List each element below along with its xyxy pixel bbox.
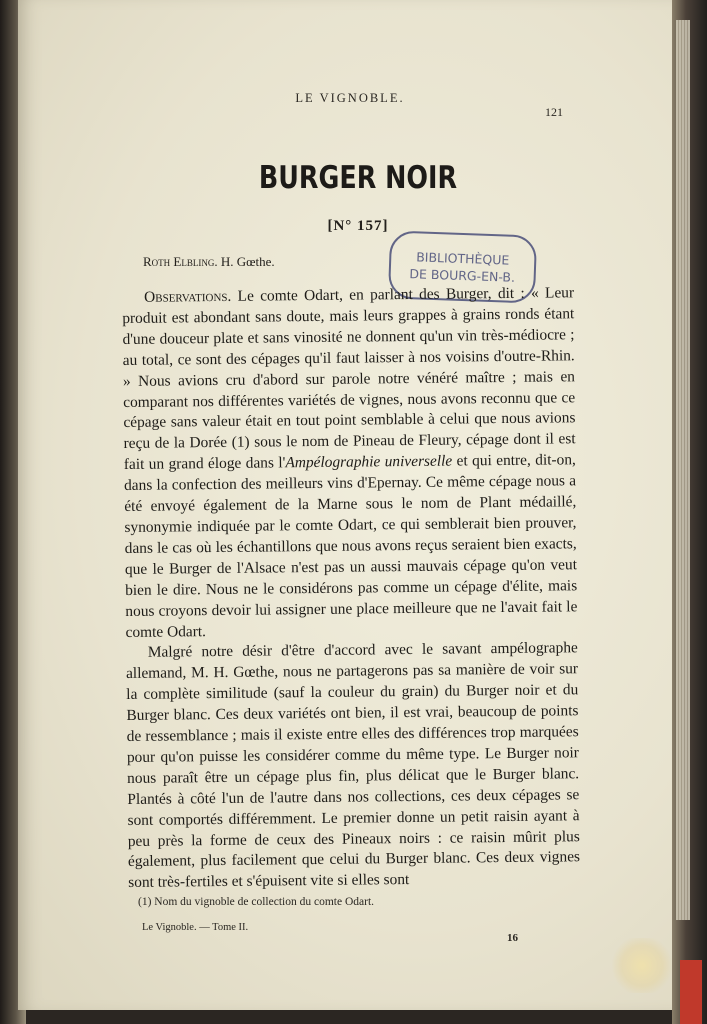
synonyms-line bbox=[143, 254, 275, 270]
footnote: (1) Nom du vignoble de collection du comte Odart. bbox=[138, 896, 375, 908]
page-stack bbox=[676, 20, 690, 920]
paragraph-observations bbox=[122, 283, 578, 643]
running-head: LE VIGNOBLE. bbox=[295, 91, 405, 105]
book-edge bbox=[672, 0, 707, 1024]
signature-number: 16 bbox=[507, 932, 518, 944]
paragraph-2: Malgré notre désir d'être d'accord avec le savant ampélographe allemand, M. H. Gœthe, nous ne partagerons pas sa manière de voir sur la complète similitude (sauf la couleur du grain) du Burger noir et du Burger blanc. Ces deux variétés ont bien, il est vrai, beaucoup de points de ressemblance ; mais il existe entre elles des différences trop marquées pour qu'on puisse les considérer comme du même type. Le Burger noir nous paraît être un cépage plus fin, plus délicat que le Burger blanc. Plantés à côté l'un de l'autre dans nos collections, ces deux cépages se sont comportés différemment. Le premier donne un petit raisin ayant à peu près la forme de ceux des Pineaux noirs : ce raisin mûrit plus également, plus facilement que celui du Burger blanc. Ces deux vignes sont très-fertiles et s'épuisent vite si elles sont bbox=[125, 639, 581, 892]
entry-number: [N° 157] bbox=[327, 218, 389, 234]
paragraph-1-end: et qui entre, dit-on, dans la confection des meilleurs vins d'Epernay. Ce même cépage nous a été envoyé également de la Marne sous le nom de Plant médaillé, synonymie indiquée par le comte Odart, ce qui semblerait bien prouver, dans le cas où les échantillons que nous avons reçus seraient bien exacts, que le Burger de l'Alsace n'est pas un aussi mauvais cépage qu'on veut bien le dire. Nous ne le considérons pas comme un cépage d'élite, mais nous croyons devoir lui assigner une place meilleure que ne l'avait fait le comte Odart. bbox=[123, 451, 578, 641]
synonym-rest: . H. Gœthe. bbox=[214, 254, 275, 269]
signature-line: Le Vignoble. — Tome II. bbox=[142, 922, 249, 933]
red-marker bbox=[680, 960, 702, 1024]
synonym-primary: Roth Elbling bbox=[143, 254, 215, 269]
observations-label: Observations. bbox=[144, 287, 232, 306]
body-text bbox=[122, 283, 580, 894]
paragraph-1-italic: Ampélographie universelle bbox=[285, 452, 453, 472]
stamp-line-2: DE BOURG-EN-B. bbox=[409, 266, 516, 285]
page-title: BURGER NOIR bbox=[258, 160, 458, 196]
page-number: 121 bbox=[545, 105, 563, 119]
book-page bbox=[18, 0, 684, 1010]
paragraph-1-text: Le comte Odart, en parlant des Burger, dit : « Leur produit est abondant sans doute, mais leurs grappes à grains ronds étant d'une douceur plate et sans vinosité ne donnent qu'un vin très-médiocre ; au total, ce sont des cépages qu'il faut laisser à nos voisins d'outre-Rhin. » Nous avions cru d'abord sur parole notre vénéré maître ; mais en comparant nos différentes variétés de vignes, nous avons reconnu que ce cépage sans valeur était en tout point semblable à celui que nous avions reçu de la Dorée (1) sous le nom de Pineau de Fleury, cépage dont il est fait un grand éloge dans l' bbox=[122, 284, 576, 474]
stamp-line-1: BIBLIOTHÈQUE bbox=[415, 249, 510, 268]
light-glare bbox=[612, 938, 672, 993]
